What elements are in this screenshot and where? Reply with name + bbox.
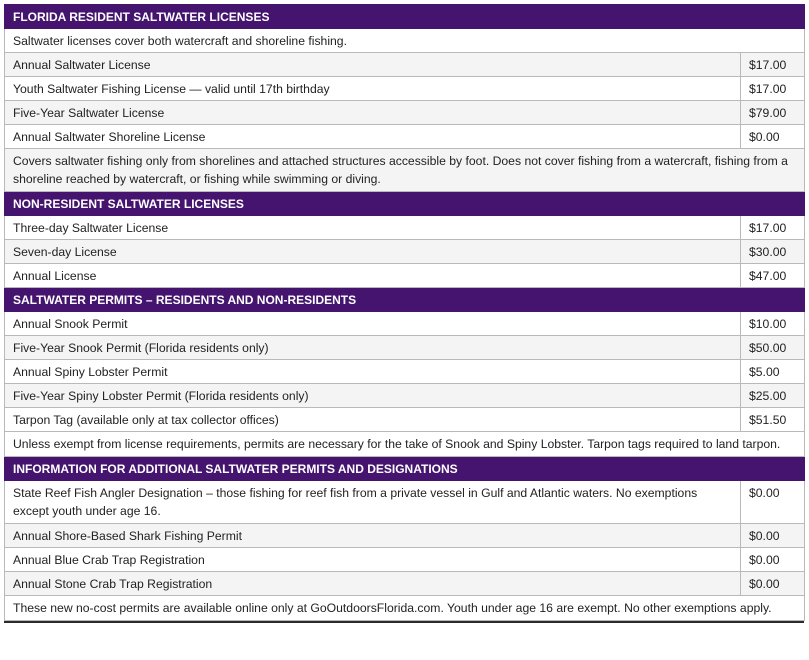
section-header-nonresident — [5, 192, 805, 216]
section-note — [5, 596, 805, 621]
permit-label: Annual Spiny Lobster Permit — [5, 360, 741, 384]
license-label: Annual Saltwater Shoreline License — [5, 125, 741, 149]
permit-price: $0.00 — [741, 524, 805, 548]
section-title: FLORIDA RESIDENT SALTWATER LICENSES — [5, 5, 805, 29]
permit-price: $5.00 — [741, 360, 805, 384]
permit-label: Annual Shore-Based Shark Fishing Permit — [5, 524, 741, 548]
note-text: Covers saltwater fishing only from shorelines and attached structures accessible by foot. Does not cover fishing from a watercraft, fishing from a shoreline reached by watercraft, or fishing while swimming or diving. — [5, 149, 805, 192]
note-text: Unless exempt from license requirements, permits are necessary for the take of Snook and Spiny Lobster. Tarpon tags required to land tarpon. — [5, 432, 805, 457]
section-title: INFORMATION FOR ADDITIONAL SALTWATER PERMITS AND DESIGNATIONS — [5, 457, 805, 481]
license-label: Three-day Saltwater License — [5, 216, 741, 240]
permit-label: Five-Year Snook Permit (Florida residents only) — [5, 336, 741, 360]
section-title: NON-RESIDENT SALTWATER LICENSES — [5, 192, 805, 216]
table-row — [5, 548, 805, 572]
license-label: Annual Saltwater License — [5, 53, 741, 77]
table-row — [5, 312, 805, 336]
permit-price: $10.00 — [741, 312, 805, 336]
license-label: Annual License — [5, 264, 741, 288]
license-price: $17.00 — [741, 216, 805, 240]
intro-text: Saltwater licenses cover both watercraft and shoreline fishing. — [5, 29, 805, 53]
permit-label: Annual Stone Crab Trap Registration — [5, 572, 741, 596]
permit-label: Tarpon Tag (available only at tax collector offices) — [5, 408, 741, 432]
table-row — [5, 125, 805, 149]
license-label: Seven-day License — [5, 240, 741, 264]
table-row — [5, 77, 805, 101]
section-note — [5, 149, 805, 192]
permit-price: $0.00 — [741, 572, 805, 596]
table-row — [5, 408, 805, 432]
table-row — [5, 101, 805, 125]
section-title: SALTWATER PERMITS – RESIDENTS AND NON-RESIDENTS — [5, 288, 805, 312]
license-price: $17.00 — [741, 53, 805, 77]
table-row — [5, 384, 805, 408]
section-note — [5, 432, 805, 457]
license-price: $17.00 — [741, 77, 805, 101]
table-row — [5, 264, 805, 288]
table-bottom-rule — [4, 621, 804, 623]
license-fee-table — [4, 4, 805, 621]
license-fee-table-wrapper — [4, 4, 804, 623]
license-price: $79.00 — [741, 101, 805, 125]
license-price: $47.00 — [741, 264, 805, 288]
license-label: Youth Saltwater Fishing License — valid until 17th birthday — [5, 77, 741, 101]
section-header-resident — [5, 5, 805, 29]
table-row — [5, 53, 805, 77]
permit-price: $51.50 — [741, 408, 805, 432]
section-header-permits — [5, 288, 805, 312]
table-row — [5, 360, 805, 384]
table-row — [5, 524, 805, 548]
permit-label: Five-Year Spiny Lobster Permit (Florida residents only) — [5, 384, 741, 408]
table-row — [5, 481, 805, 524]
license-price: $0.00 — [741, 125, 805, 149]
permit-label: Annual Snook Permit — [5, 312, 741, 336]
section-header-additional — [5, 457, 805, 481]
note-text: These new no-cost permits are available online only at GoOutdoorsFlorida.com. Youth under age 16 are exempt. No other exemptions apply. — [5, 596, 805, 621]
permit-price: $0.00 — [741, 548, 805, 572]
table-row — [5, 216, 805, 240]
permit-price: $50.00 — [741, 336, 805, 360]
table-row — [5, 240, 805, 264]
license-price: $30.00 — [741, 240, 805, 264]
permit-price: $25.00 — [741, 384, 805, 408]
permit-label: Annual Blue Crab Trap Registration — [5, 548, 741, 572]
table-row — [5, 336, 805, 360]
section-intro — [5, 29, 805, 53]
license-label: Five-Year Saltwater License — [5, 101, 741, 125]
permit-price: $0.00 — [741, 481, 805, 524]
permit-label: State Reef Fish Angler Designation – those fishing for reef fish from a private vessel in Gulf and Atlantic waters. No exemptions except youth under age 16. — [5, 481, 741, 524]
table-row — [5, 572, 805, 596]
